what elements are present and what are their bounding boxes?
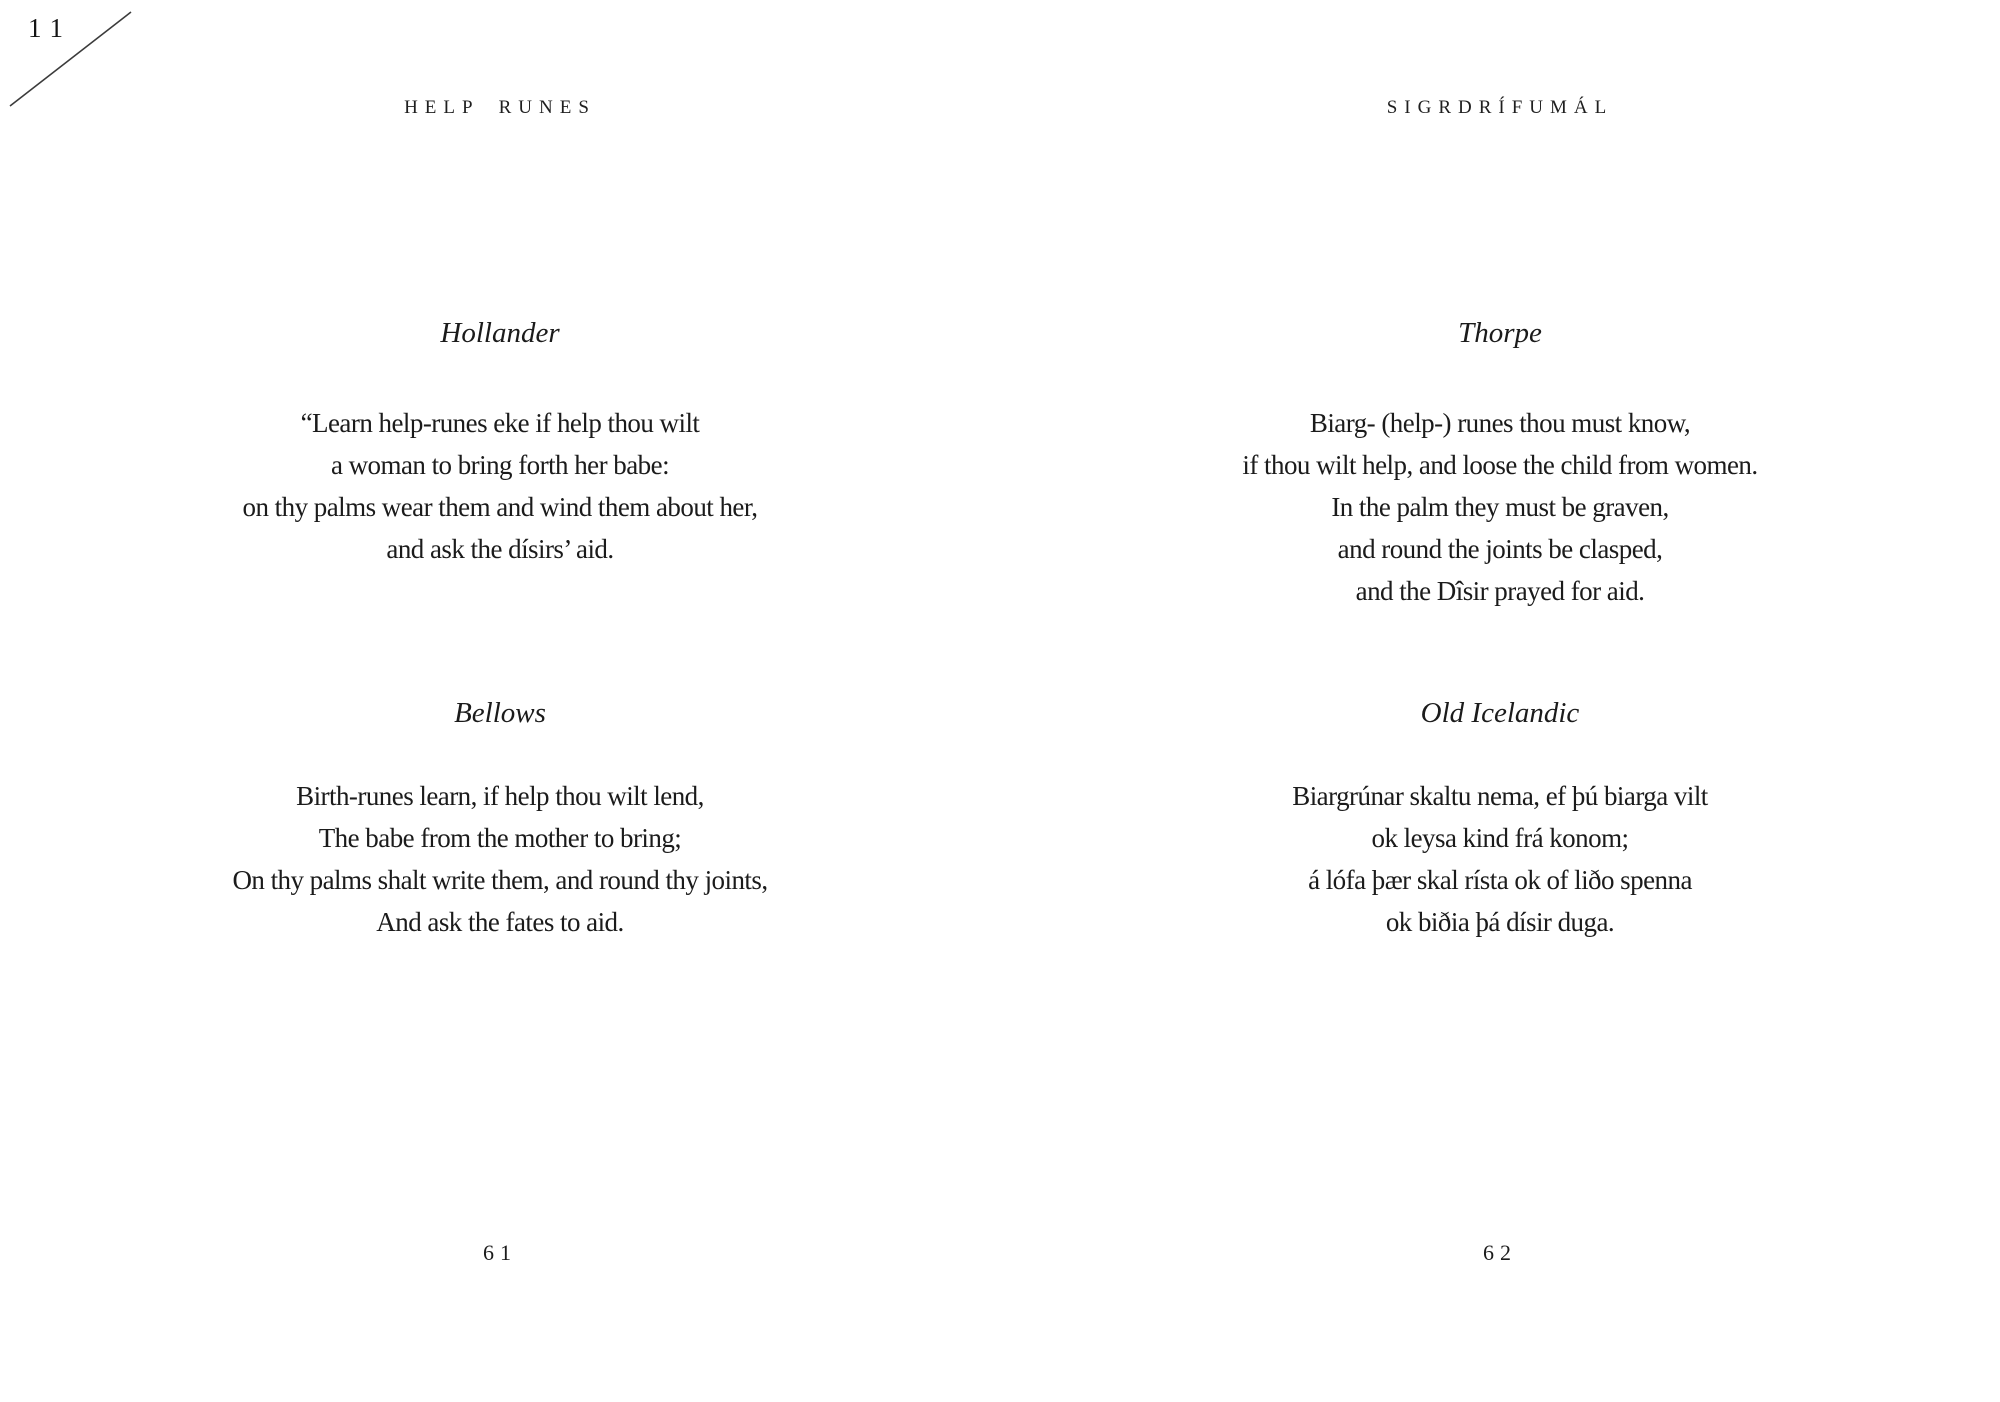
verse-line: on thy palms wear them and wind them about her, <box>242 492 758 522</box>
right-page <box>1000 0 2000 1402</box>
running-head-left: HELP RUNES <box>404 97 596 118</box>
verse-line: Biargrúnar skaltu nema, ef þú biarga vilt <box>1292 781 1708 811</box>
verse-stanza-hollander <box>0 402 1000 570</box>
page-number-left: 61 <box>483 1240 517 1265</box>
verse-line: ok leysa kind frá konom; <box>1371 823 1629 853</box>
verse-line: And ask the fates to aid. <box>376 907 624 937</box>
running-head-right: SIGRDRÍFUMÁL <box>1386 97 1614 118</box>
verse-line: The babe from the mother to bring; <box>318 823 682 853</box>
verse-line: “Learn help-runes eke if help thou wilt <box>300 408 700 438</box>
translator-heading-hollander: Hollander <box>440 317 560 349</box>
verse-line: if thou wilt help, and loose the child from women. <box>1242 450 1758 480</box>
corner-page-annotation: 11 <box>28 13 72 43</box>
verse-line: On thy palms shalt write them, and round thy joints, <box>232 865 768 895</box>
verse-line: ok biðia þá dísir duga. <box>1385 907 1615 937</box>
verse-line: á lófa þær skal rísta ok of liðo spenna <box>1308 865 1692 895</box>
translator-heading-thorpe: Thorpe <box>1458 317 1542 349</box>
verse-line: and round the joints be clasped, <box>1337 534 1663 564</box>
verse-line: and the Dîsir prayed for aid. <box>1355 576 1645 606</box>
translator-heading-bellows: Bellows <box>454 697 546 729</box>
verse-line: Birth-runes learn, if help thou wilt lend, <box>296 781 704 811</box>
verse-line: a woman to bring forth her babe: <box>330 450 670 480</box>
verse-line: and ask the dísirs’ aid. <box>386 534 614 564</box>
verse-line: In the palm they must be graven, <box>1331 492 1669 522</box>
verse-stanza-thorpe <box>1000 402 2000 612</box>
page-number-right: 62 <box>1483 1240 1517 1265</box>
translator-heading-old-icelandic: Old Icelandic <box>1420 697 1580 729</box>
verse-line: Biarg- (help-) runes thou must know, <box>1309 408 1691 438</box>
verse-stanza-bellows <box>0 775 1000 943</box>
verse-stanza-old-icelandic <box>1000 775 2000 943</box>
